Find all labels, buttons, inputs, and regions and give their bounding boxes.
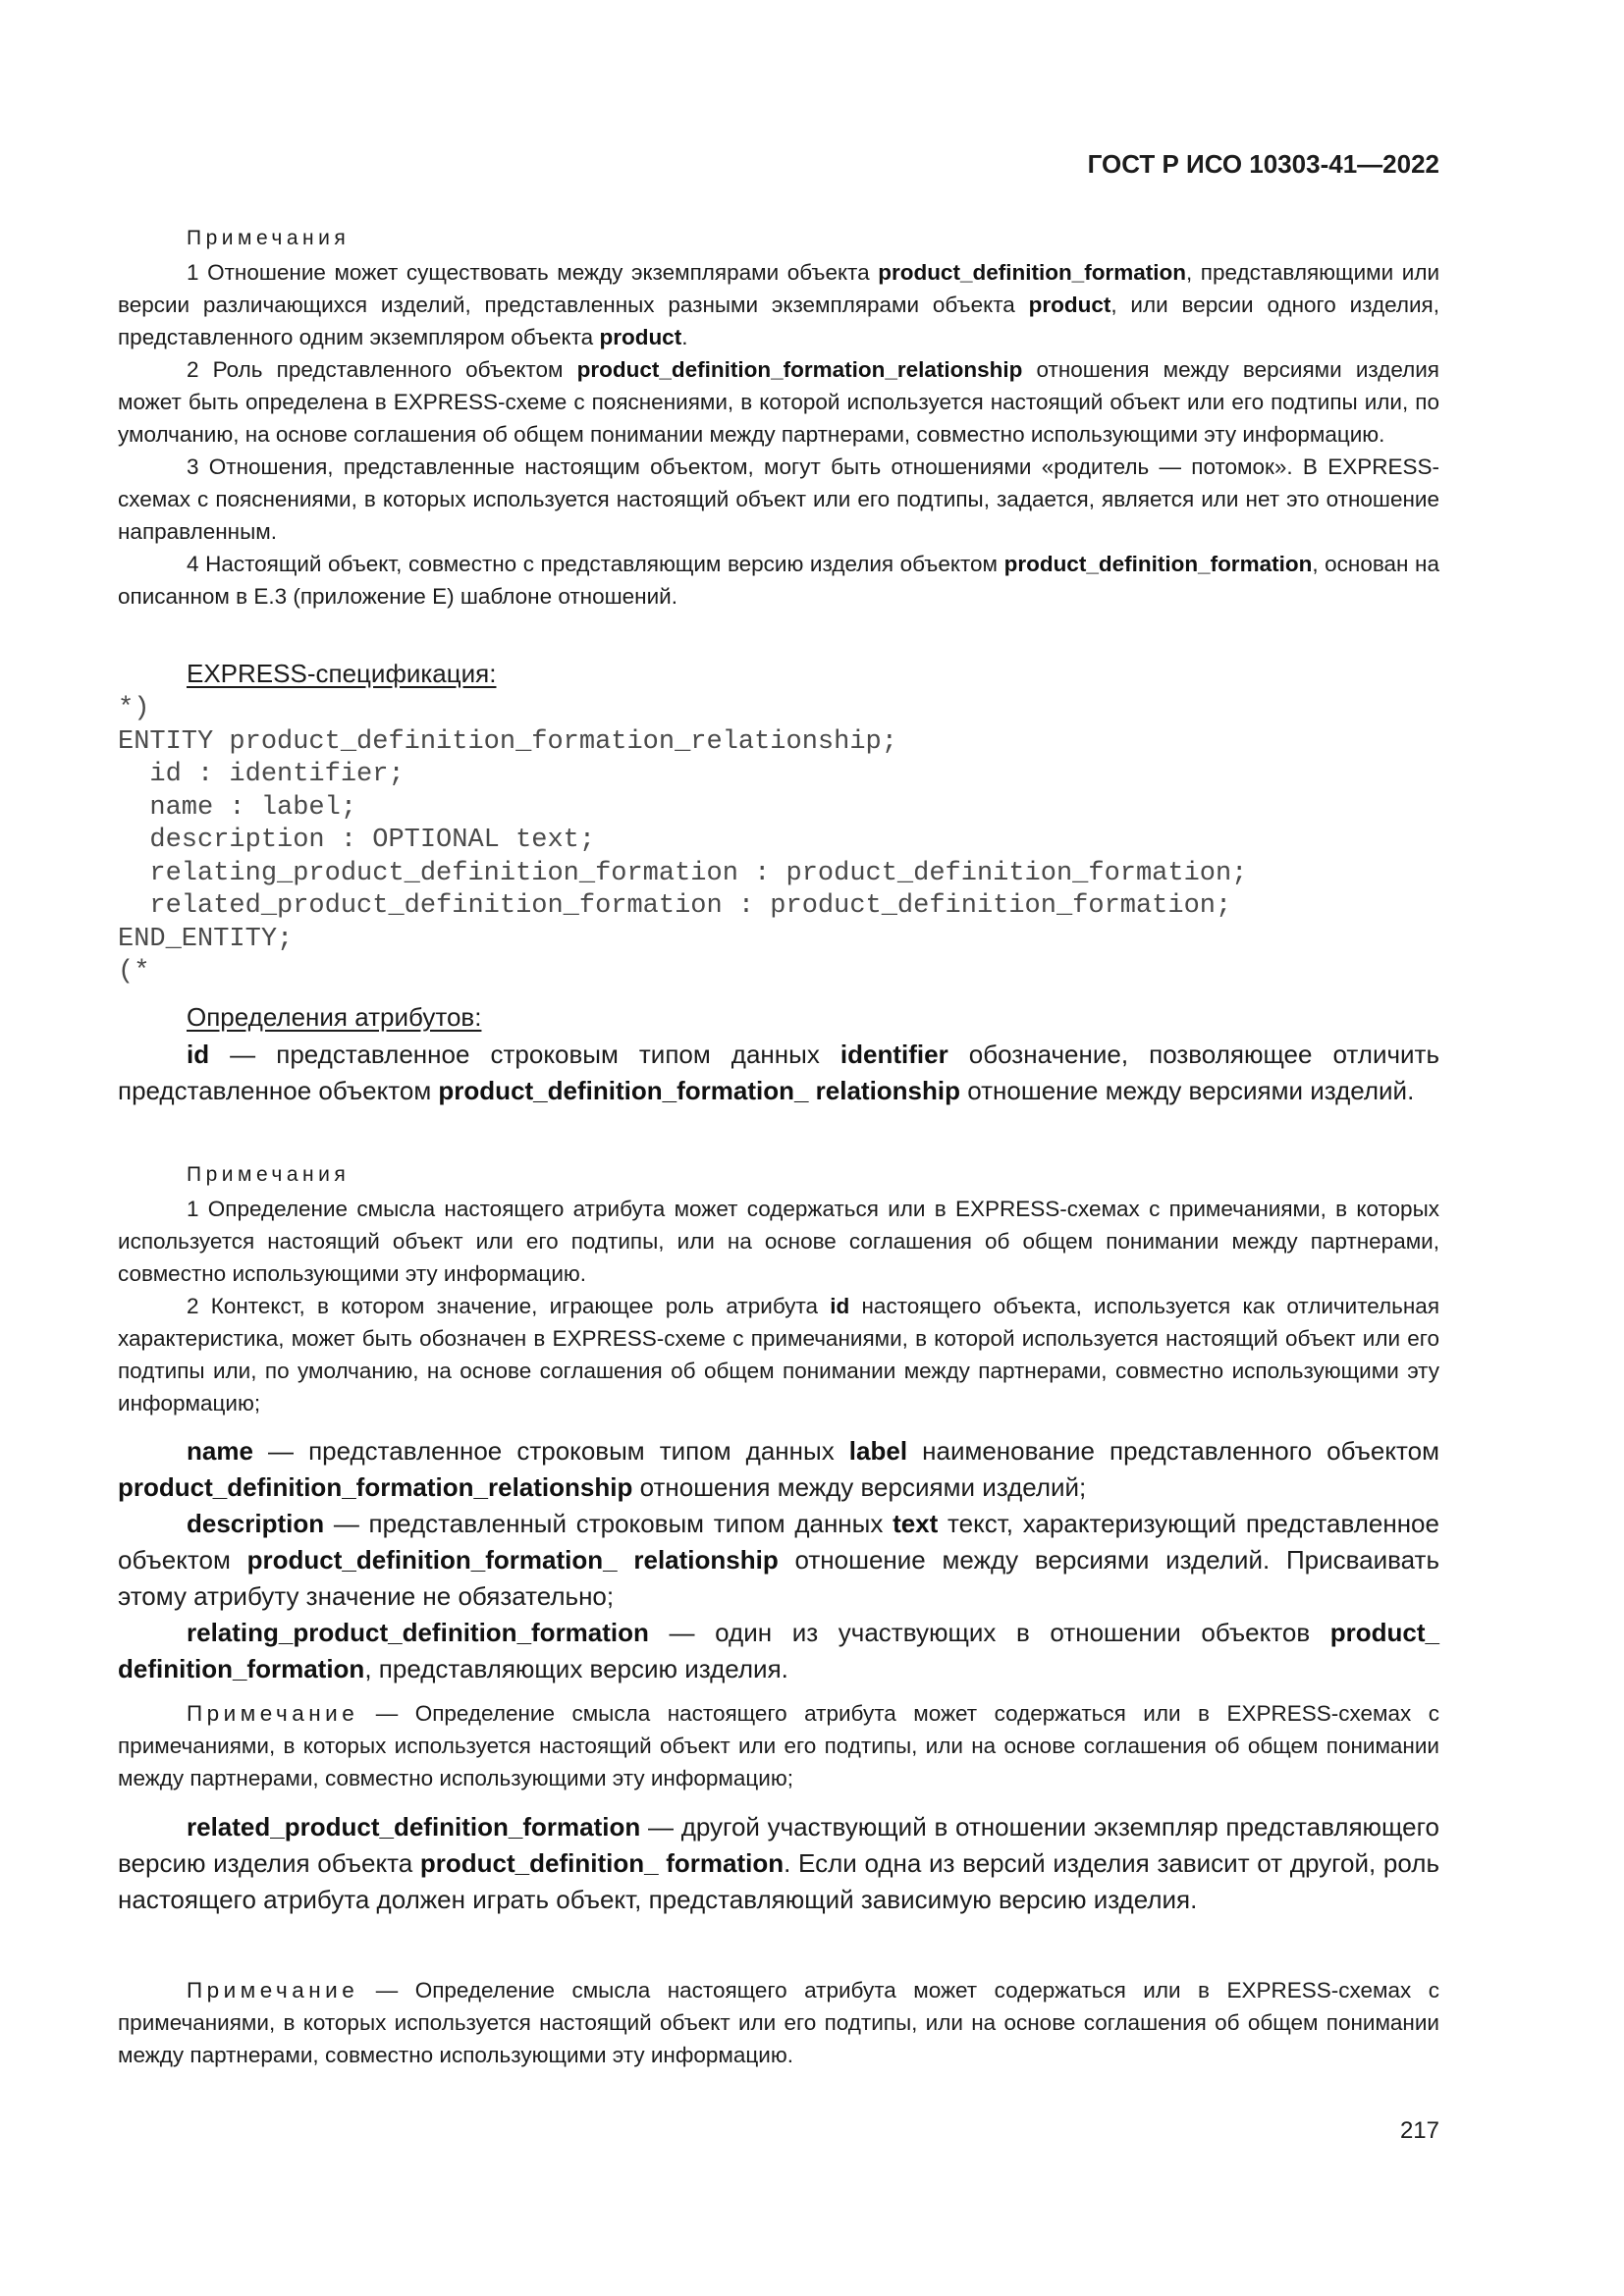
note-item: 4 Настоящий объект, совместно с представляющим версию изделия объектом product_definition_formation, основан на описанном в Е.3 (приложение Е) шаблоне отношений. <box>118 552 1439 609</box>
note-item: 1 Определение смысла настоящего атрибута может содержаться или в EXPRESS-схемах с примечаниями, в которых используется настоящий объект или его подтипы, или на основе соглашения об общем понимании между партнерами, совместно использующими эту информацию. <box>118 1197 1439 1286</box>
term-identifier: product <box>599 325 682 349</box>
attribute-name-definition: name — представленное строковым типом данных label наименование представленного объектом product_definition_formation_relationship отношения между версиями изделий; <box>118 1436 1439 1502</box>
term-identifier: product_definition_formation_relationship <box>118 1472 633 1502</box>
document-page <box>118 0 1439 2296</box>
term-identifier: description <box>187 1509 325 1538</box>
attribute-definitions <box>118 999 1439 1109</box>
note-item: 2 Роль представленного объектом product_definition_formation_relationship отношения между версиями изделия может быть определена в EXPRESS-схеме с пояснениями, в которой используется настоящий объект или его подтипы или, по умолчанию, на основе соглашения об общем понимании между партнерами, совместно использующими эту информацию. <box>118 357 1439 447</box>
term-identifier: product_definition_ formation <box>419 1848 785 1878</box>
express-code: *) ENTITY product_definition_formation_relationship; id : identifier; name : label; description : OPTIONAL text; relating_product_definition_formation : product_definition_formation; related_product_definition_formation : product_definition_formation; END_ENTITY; (* <box>118 694 1248 987</box>
express-heading: EXPRESS-спецификация: <box>187 659 497 688</box>
attribute-definitions-2 <box>118 1433 1439 1687</box>
term-identifier: identifier <box>839 1040 948 1069</box>
note-item <box>118 1697 1439 1794</box>
term-identifier: name <box>187 1436 253 1466</box>
term-identifier: text <box>893 1509 939 1538</box>
note-block-4 <box>118 1974 1439 2071</box>
term-identifier: product_definition_formation_relationship <box>576 357 1023 382</box>
note-item: 1 Отношение может существовать между экземплярами объекта product_definition_formation, представляющими или версии различающихся изделий, представленных разными экземплярами объекта product, или версии одного изделия, представленного одним экземпляром объекта product. <box>118 260 1440 349</box>
note-item: 3 Отношения, представленные настоящим объектом, могут быть отношениями «родитель — потомок». В EXPRESS-схемах с пояснениями, в которых используется настоящий объект или его подтипы, задается, является или нет это отношение направленным. <box>118 454 1439 544</box>
note-text: — Определение смысла настоящего атрибута может содержаться или в EXPRESS-схемах с примечаниями, в которых используется настоящий объект или его подтипы, или на основе соглашения об общем понимании между партнерами, совместно использующими эту информацию. <box>118 1978 1439 2067</box>
note-item <box>118 1974 1439 2071</box>
note-block-3 <box>118 1697 1439 1794</box>
attribute-relating-definition: relating_product_definition_formation — один из участвующих в отношении объектов product_ definition_formation, представляющих версию изделия. <box>118 1618 1439 1683</box>
attributes-heading: Определения атрибутов: <box>187 1002 482 1032</box>
term-identifier: label <box>848 1436 908 1466</box>
term-identifier: product_definition_formation <box>878 260 1186 285</box>
notes-block-2 <box>118 1160 1439 1419</box>
term-identifier: product_definition_formation_ relationship <box>246 1545 779 1575</box>
term-identifier: product_definition_formation_ relationship <box>438 1076 960 1105</box>
term-identifier: product_definition_formation <box>1003 552 1313 576</box>
term-identifier: relating_product_definition_formation <box>187 1618 649 1647</box>
term-identifier: id <box>187 1040 210 1069</box>
term-identifier: product <box>1028 293 1111 317</box>
standard-designation: ГОСТ Р ИСО 10303-41—2022 <box>1087 149 1439 179</box>
note-label: Примечание <box>187 1978 359 2002</box>
term-identifier: id <box>830 1294 850 1318</box>
attribute-description-definition: description — представленный строковым типом данных text текст, характеризующий представленное объектом product_definition_formation_ relationship отношение между версиями изделий. Присваивать этому атрибуту значение не обязательно; <box>118 1509 1440 1611</box>
term-identifier: related_product_definition_formation <box>187 1812 641 1842</box>
page-number: 217 <box>1399 2117 1439 2144</box>
notes-title: Примечания <box>187 1163 351 1186</box>
attribute-definitions-3 <box>118 1809 1439 1918</box>
notes-block-1 <box>118 224 1439 613</box>
note-item: 2 Контекст, в котором значение, играющее роль атрибута id настоящего объекта, используется как отличительная характеристика, может быть обозначен в EXPRESS-схеме с примечаниями, в которой используется настоящий объект или его подтипы или, по умолчанию, на основе соглашения об общем понимании между партнерами, совместно использующими эту информацию; <box>118 1294 1440 1415</box>
express-specification <box>118 656 1439 989</box>
note-text: — Определение смысла настоящего атрибута может содержаться или в EXPRESS-схемах с примечаниями, в которых используется настоящий объект или его подтипы, или на основе соглашения об общем понимании между партнерами, совместно использующими эту информацию; <box>118 1701 1439 1790</box>
attribute-related-definition: related_product_definition_formation — другой участвующий в отношении экземпляр представляющего версию изделия объекта product_definition_ formation. Если одна из версий изделия зависит от другой, роль настоящего атрибута должен играть объект, представляющий зависимую версию изделия. <box>118 1812 1439 1914</box>
term-identifier: product_ definition_formation <box>118 1618 1439 1683</box>
notes-title: Примечания <box>187 227 351 249</box>
attribute-id-definition: id — представленное строковым типом данных identifier обозначение, позволяющее отличить представленное объектом product_definition_formation_ relationship отношение между версиями изделий. <box>118 1040 1439 1105</box>
note-label: Примечание <box>187 1701 359 1726</box>
